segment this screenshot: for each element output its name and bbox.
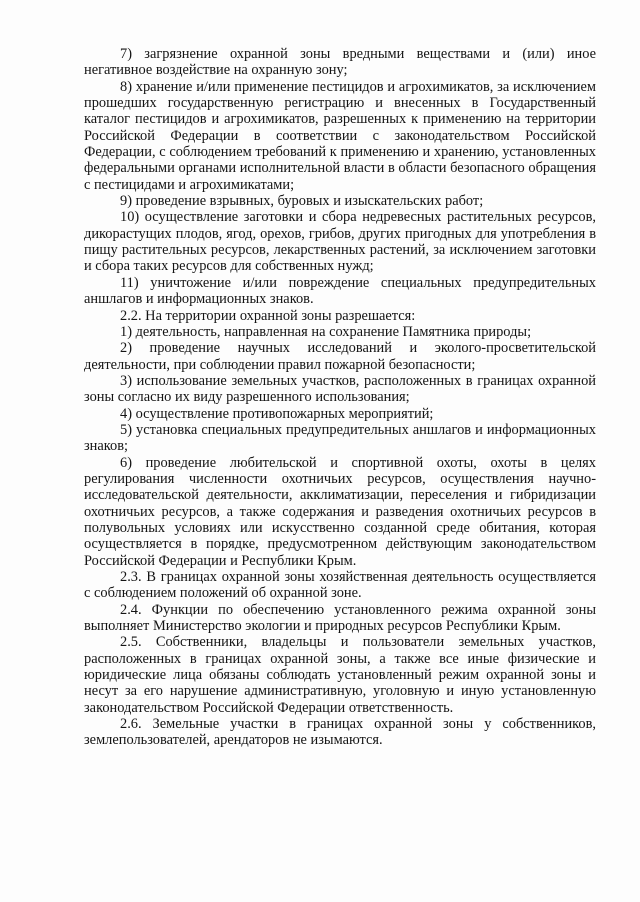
allowed-item-2: 2) проведение научных исследований и эколого-просветительской деятельности, при соблюдении правил пожарной безопасности;: [84, 340, 596, 373]
allowed-item-6: 6) проведение любительской и спортивной охоты, охоты в целях регулирования численности охотничьих ресурсов, осуществления научно-исследовательской деятельности, акклиматизации, переселения и гибридизации охотничьих ресурсов, а также содержания и разведения охотничьих ресурсов в полувольных условиях или искусственно созданной среде обитания, которая осуществляется в порядке, предусмотренном действующим законодательством Российской Федерации и Республики Крым.: [84, 454, 596, 569]
paragraph-item-7: 7) загрязнение охранной зоны вредными веществами и (или) иное негативное воздействие на охранную зону;: [84, 46, 596, 79]
paragraph-item-8: 8) хранение и/или применение пестицидов и агрохимикатов, за исключением прошедших государственную регистрацию и внесенных в Государственный каталог пестицидов и агрохимикатов, разрешенных к применению на территории Российской Федерации в соответствии с законодательством Российской Федерации, с соблюдением требований к применению и хранению, установленных федеральными органами исполнительной власти в области безопасного обращения с пестицидами и агрохимикатами;: [84, 78, 596, 193]
paragraph-item-11: 11) уничтожение и/или повреждение специальных предупредительных аншлагов и информационных знаков.: [84, 274, 596, 308]
section-heading-2-2: 2.2. На территории охранной зоны разрешается:: [120, 307, 416, 324]
allowed-item-5: 5) установка специальных предупредительных аншлагов и информационных знаков;: [84, 421, 596, 455]
section-2-3: 2.3. В границах охранной зоны хозяйственная деятельность осуществляется с соблюдением положений об охранной зоне.: [84, 569, 596, 602]
allowed-item-1: 1) деятельность, направленная на сохранение Памятника природы;: [120, 323, 532, 340]
paragraph-item-9: 9) проведение взрывных, буровых и изыскательских работ;: [120, 193, 484, 210]
section-2-4: 2.4. Функции по обеспечению установленного режима охранной зоны выполняет Министерство экологии и природных ресурсов Республики Крым.: [84, 601, 596, 635]
allowed-item-3: 3) использование земельных участков, расположенных в границах охранной зоны согласно их виду разрешенного использования;: [84, 372, 596, 406]
section-2-6: 2.6. Земельные участки в границах охранной зоны у собственников, землепользователей, арендаторов не изымаются.: [84, 716, 596, 749]
document-body: [84, 46, 596, 749]
allowed-item-4: 4) осуществление противопожарных мероприятий;: [120, 405, 434, 422]
paragraph-item-10: 10) осуществление заготовки и сбора недревесных растительных ресурсов, дикорастущих плодов, ягод, орехов, грибов, других пригодных для употребления в пищу растительных ресурсов, лекарственных растений, за исключением заготовки и сбора таких ресурсов для собственных нужд;: [84, 209, 596, 275]
section-2-5: 2.5. Собственники, владельцы и пользователи земельных участков, расположенных в границах охранной зоны, а также все иные физические и юридические лица обязаны соблюдать установленный режим охранной зоны и несут за его нарушение административную, уголовную и иную установленную законодательством Российской Федерации ответственность.: [84, 634, 596, 716]
